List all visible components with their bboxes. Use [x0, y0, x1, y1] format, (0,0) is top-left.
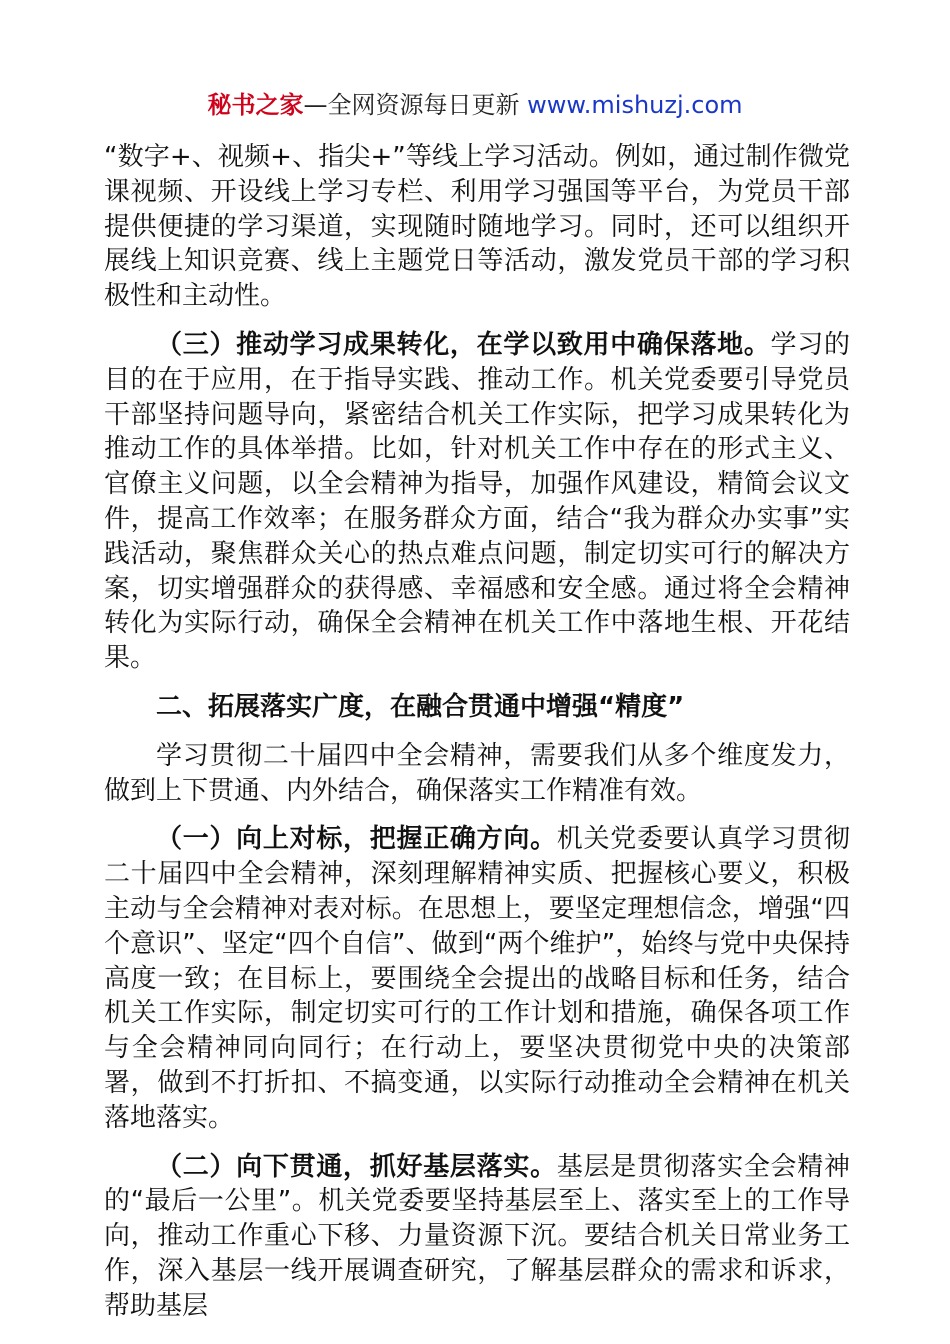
section-heading-2: 二、拓展落实广度，在融合贯通中增强“精度”	[156, 691, 685, 722]
document-body	[104, 140, 850, 1324]
page-header	[0, 88, 950, 122]
paragraph-lead: （三）推动学习成果转化，在学以致用中确保落地。	[156, 329, 771, 360]
site-slogan: —全网资源每日更新	[303, 91, 528, 119]
paragraph-lead: （二）向下贯通，抓好基层落实。	[156, 1151, 557, 1182]
paragraph-section-3	[104, 328, 850, 676]
paragraph-text: “数字+、视频+、指尖+”等线上学习活动。例如，通过制作微党课视频、开设线上学习专栏、利用学习强国等平台，为党员干部提供便捷的学习渠道，实现随时随地学习。同时，还可以组织开展线上知识竞赛、线上主题党日等活动，激发党员干部的学习积极性和主动性。	[104, 142, 850, 312]
paragraph-continuation	[104, 140, 850, 314]
paragraph-text: 机关党委要认真学习贯彻二十届四中全会精神，深刻理解精神实质、把握核心要义，积极主动与全会精神对表对标。在思想上，要坚定理想信念，增强“四个意识”、坚定“四个自信”、做到“两个维护”，始终与党中央保持高度一致；在目标上，要围绕全会提出的战略目标和任务，结合机关工作实际，制定切实可行的工作计划和措施，确保各项工作与全会精神同向同行；在行动上，要坚决贯彻党中央的决策部署，做到不打折扣、不搞变通，以实际行动推动全会精神在机关落地落实。	[104, 824, 850, 1133]
paragraph-subsection-1	[104, 822, 850, 1135]
paragraph-text: 学习贯彻二十届四中全会精神，需要我们从多个维度发力，做到上下贯通、内外结合，确保落实工作精准有效。	[104, 740, 850, 806]
paragraph-lead: （一）向上对标，把握正确方向。	[156, 824, 557, 855]
site-name: 秘书之家	[207, 91, 304, 119]
paragraph-text: 基层是贯彻落实全会精神的“最后一公里”。机关党委要坚持基层至上、落实至上的工作导向，推动工作重心下移、力量资源下沉。要结合机关日常业务工作，深入基层一线开展调查研究，了解基层群众的需求和诉求，帮助基层	[104, 1151, 850, 1321]
paragraph-intro	[104, 739, 850, 809]
paragraph-subsection-2	[104, 1150, 850, 1324]
paragraph-text: 学习的目的在于应用，在于指导实践、推动工作。机关党委要引导党员干部坚持问题导向，紧密结合机关工作实际，把学习成果转化为推动工作的具体举措。比如，针对机关工作中存在的形式主义、官僚主义问题，以全会精神为指导，加强作风建设，精简会议文件，提高工作效率；在服务群众方面，结合“我为群众办实事”实践活动，聚焦群众关心的热点难点问题，制定切实可行的解决方案，切实增强群众的获得感、幸福感和安全感。通过将全会精神转化为实际行动，确保全会精神在机关工作中落地生根、开花结果。	[104, 329, 850, 674]
site-url-link[interactable]: www.mishuzj.com	[527, 91, 743, 119]
